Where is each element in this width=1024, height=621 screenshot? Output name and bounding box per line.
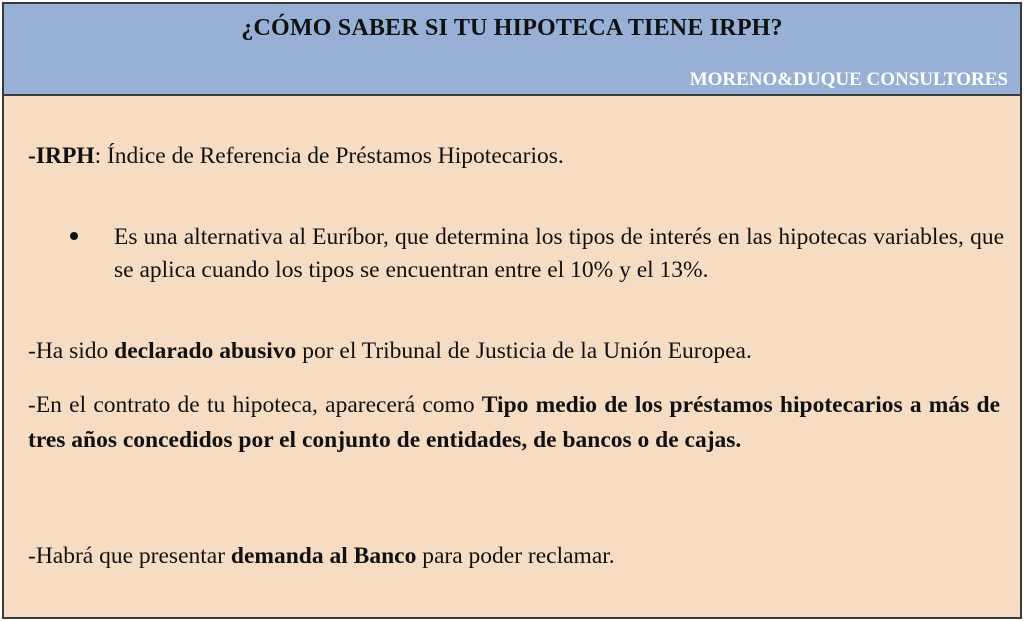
contract-pre: -En el contrato de tu hipoteca, aparecerá como — [28, 392, 482, 418]
lawsuit-post: para poder reclamar. — [416, 543, 615, 569]
firm-name: MORENO&DUQUE CONSULTORES — [689, 69, 1008, 90]
lawsuit-bold: demanda al Banco — [230, 543, 417, 569]
abusive-paragraph — [28, 335, 752, 368]
lawsuit-pre: -Habrá que presentar — [28, 543, 231, 569]
definition-term: -IRPH — [28, 143, 95, 169]
bullet-dot-icon — [70, 232, 78, 240]
info-card — [2, 2, 1022, 619]
header-banner — [4, 4, 1020, 96]
page-title: ¿CÓMO SABER SI TU HIPOTECA TIENE IRPH? — [241, 15, 783, 41]
abusive-bold: declarado abusivo — [114, 338, 297, 364]
contract-bold: Tipo medio de los préstamos hipotecarios a más de tres años concedidos por el conjunto de entidades, de bancos o de cajas. — [28, 392, 1001, 453]
lawsuit-paragraph — [28, 540, 615, 573]
contract-paragraph — [28, 388, 1000, 458]
definition-text: : Índice de Referencia de Préstamos Hipotecarios. — [94, 143, 564, 169]
abusive-pre: -Ha sido — [28, 338, 115, 364]
abusive-post: por el Tribunal de Justicia de la Unión Europea. — [296, 338, 752, 364]
definition-paragraph — [28, 140, 564, 173]
bullet-item: Es una alternativa al Euríbor, que determina los tipos de interés en las hipotecas variables, que se aplica cuando los tipos se encuentran entre el 10% y el 13%. — [114, 224, 1004, 283]
